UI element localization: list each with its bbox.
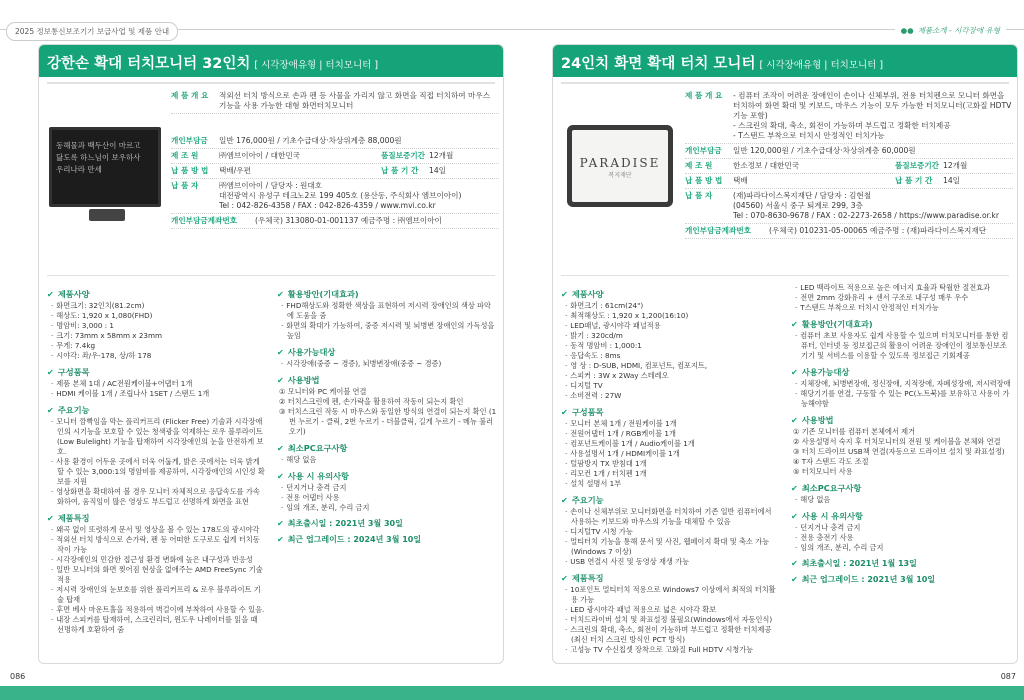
product-card-right [552, 44, 1018, 664]
spec-label: 개인부담금 [171, 136, 208, 145]
spec-label: 제 품 개 요 [685, 91, 723, 100]
detail-section [277, 347, 497, 369]
spec-label: 제 조 원 [171, 151, 199, 160]
spec-table [685, 89, 1013, 239]
spec-label: 품질보증기간 [895, 161, 940, 170]
detail-section [561, 289, 779, 401]
list-item: · 터치드라이버 설치 및 좌표설정 불필요(Windows에서 자동인식) [561, 615, 779, 625]
detail-section [791, 415, 1011, 477]
section-heading: ✔ 제품특징 [561, 573, 779, 583]
spec-cost: 일반 176,000원 / 기초수급대상·차상위계층 88,000원 [219, 136, 402, 145]
section-heading: ✔ 제품특징 [47, 513, 265, 523]
step-item: ③ 터치스크린 작동 시 마우스와 동일한 방식의 연결이 되는지 확인 (1번 누르기 - 클릭, 2번 누르기 - 더블클릭, 길게 누르기 - 메뉴 불러오기) [279, 407, 497, 436]
list-item: · 10포인트 멀티터치 적용으로 Windows7 이상에서 최적의 터치활용 가능 [561, 585, 779, 605]
spec-label: 제 조 원 [685, 161, 713, 170]
step-item: ① 기존 모니터를 컴퓨터 본체에서 제거 [793, 427, 916, 436]
spec-tel: Tel : 070-8630-9678 / FAX : 02-2273-2658 / https://www.paradise.or.kr [733, 211, 999, 220]
spec-label: 납 품 방 법 [171, 166, 209, 175]
detail-column-1 [47, 283, 265, 641]
list-item: · 사용 환경이 어두운 곳에서 더욱 어둡게, 밝은 곳에서는 더욱 밝게 할 수 있는 3,000:1의 명암비를 제공하여, 시각장애인의 시인성 확보를 지원 [47, 457, 265, 487]
list-item: · 해당기기를 연결, 구동할 수 있는 PC(노트북)를 보유하고 사용이 가능해야함 [791, 389, 1011, 409]
screen-line: 우리나라 만세 [56, 165, 102, 174]
spec-label: 품질보증기간 [381, 151, 426, 160]
list-item: · 저시력 장애인의 눈보호를 위한 플리커프리 & 로우 블루라이트 기술 탑재 [47, 585, 265, 605]
list-item: · 모니터 깜빡임을 막는 플리커프리 (Flicker Free) 기술과 시각장애인의 시기능을 보호할 수 있는 청색광을 억제하는 로우 블루라이트 (Low Bulelight) 기능을 탑재하여 시각장애인의 눈을 안전하게 보호. [47, 417, 265, 457]
detail-section [277, 443, 497, 465]
section-heading: ✔ 최소PC요구사항 [791, 483, 1011, 493]
spec-account: (우체국) 313080-01-001137 예금주명 : ㈜엠브이아이 [255, 216, 442, 225]
product-card-left [38, 44, 504, 664]
spec-account: (우체국) 010231-05-00065 예금주명 : (재)파라다이스복지재단 [769, 226, 987, 235]
spec-label: 납 품 방 법 [685, 176, 723, 185]
list-item: · 크기: 73mm x 58mm x 23mm [47, 331, 265, 341]
section-heading: ✔ 활용방안(기대효과) [277, 289, 497, 299]
list-item: · 응답속도 : 8ms [561, 351, 779, 361]
detail-section [561, 495, 779, 567]
screen-line: 닳도록 하느님이 보우하사 [56, 153, 141, 162]
monitor-screen [49, 127, 161, 207]
spec-period: 14일 [429, 166, 446, 175]
list-item: · 후면 베사 마운트홀을 적용하여 벽걸이에 부착하여 사용할 수 있음. [47, 605, 265, 615]
product-image [47, 121, 165, 231]
list-item: · 해당 없음 [791, 495, 1011, 505]
detail-section [791, 367, 1011, 409]
list-item: · 무게: 7.4kg [47, 341, 265, 351]
list-item: · 던지거나 충격 금지 [791, 523, 1011, 533]
list-item: · 지체장애, 뇌병변장애, 정신장애, 지적장애, 자폐성장애, 저시력장애 [791, 379, 1011, 389]
list-item: · 전용 어댑터 사용 [277, 493, 497, 503]
list-item: · 디지털TV 시청 가능 [561, 527, 779, 537]
divider [561, 82, 1009, 84]
spec-delivery: 택배 [733, 176, 748, 185]
detail-section [47, 367, 265, 399]
list-item: · 전원어댑터 1개 / RGB케이블 1개 [561, 429, 779, 439]
list-item: · 스피커 : 3W x 2Way 스테레오 [561, 371, 779, 381]
section-heading: ✔ 사용 시 유의사항 [791, 511, 1011, 521]
section-heading: ✔ 활용방안(기대효과) [791, 319, 1011, 329]
spec-supplier: (재)파라다이스복지재단 / 담당자 : 김현철 [733, 191, 872, 200]
spec-tel: Tel : 042-826-4358 / FAX : 042-826-4359 / www.mvi.co.kr [219, 201, 436, 210]
spec-label: 개인부담금계좌번호 [685, 226, 752, 235]
upgrade-date: ✔ 최근 업그레이드 : 2021년 3월 10일 [791, 575, 1011, 585]
detail-section [561, 573, 779, 655]
spec-warranty: 12개월 [429, 151, 454, 160]
list-item: · 모니터 본체 1개 / 전원케이블 1개 [561, 419, 779, 429]
detail-section [277, 289, 497, 341]
launch-date: ✔ 최초출시일 : 2021년 3월 30일 [277, 519, 497, 529]
list-item: · 동적 명암비 : 1,000:1 [561, 341, 779, 351]
spec-supplier: ㈜엠브이아이 / 담당자 : 원대호 [219, 181, 323, 190]
detail-section [47, 289, 265, 361]
spec-overview: 적외선 터치 방식으로 손과 펜 등 사물을 가리지 않고 화면을 직접 터치하여 마우스 기능을 사용 가능한 대형 화면터치모니터 [219, 91, 491, 110]
list-item: · 밝기 : 320cd/m [561, 331, 779, 341]
list-item: · 스크린의 확대, 축소, 회전이 가능하며 부드럽고 정확한 터치제공 (최신 터치 스크린 방식인 PCT 방식) [561, 625, 779, 645]
detail-column-1 [561, 283, 779, 661]
list-item: · LED패널, 광시야각 패널적용 [561, 321, 779, 331]
screen-text [52, 130, 158, 186]
product-title: 24인치 화면 확대 터치 모니터 [561, 56, 756, 72]
footer-bar [0, 686, 1024, 700]
detail-section [277, 471, 497, 513]
spec-label: 개인부담금계좌번호 [171, 216, 238, 225]
detail-section [791, 483, 1011, 505]
list-item: · 던지거나 충격 금지 [277, 483, 497, 493]
spec-label: 납 품 자 [171, 181, 199, 190]
list-item: · 손이나 신체부위로 모니터화면을 터치하여 기존 일반 컴퓨터에서 사용하는 키보드와 마우스의 기능을 대체할 수 있음 [561, 507, 779, 527]
list-item: · 제품 본체 1대 / AC전원케이블+어댑터 1개 [47, 379, 265, 389]
launch-date: ✔ 최초출시일 : 2021년 1월 13일 [791, 559, 1011, 569]
list-item: · 왜곡 없이 또렷하게 문서 및 영상을 볼 수 있는 178도의 광시야각 [47, 525, 265, 535]
list-item: · 일반 모니터의 화면 찢어짐 현상을 없애주는 AMD FreeSync 기술 적용 [47, 565, 265, 585]
section-heading: ✔ 사용가능대상 [277, 347, 497, 357]
spec-label: 납 품 자 [685, 191, 713, 200]
brand-logo: PARADISE [579, 156, 661, 170]
section-heading: ✔ 구성품목 [47, 367, 265, 377]
list-item: · 디지털 TV [561, 381, 779, 391]
product-title-bar [39, 45, 503, 77]
section-heading: ✔ 주요기능 [47, 405, 265, 415]
product-image [561, 121, 679, 231]
spec-period: 14일 [943, 176, 960, 185]
spec-label: 개인부담금 [685, 146, 722, 155]
spec-overview-3: - T스탠드 부착으로 터치시 안정적인 터치가능 [733, 131, 885, 140]
tablet-monitor [567, 125, 673, 207]
divider [561, 275, 1009, 276]
list-item: · 전용 충전기 사용 [791, 533, 1011, 543]
section-heading: ✔ 주요기능 [561, 495, 779, 505]
step-item: ⑤ 터치모니터 사용 [793, 467, 853, 476]
running-header-right-text: 제품소개 - 시각장애 유형 [917, 26, 1000, 35]
list-item: · 화면크기 : 61cm(24") [561, 301, 779, 311]
step-item: ④ T자 스탠드 각도 조절 [793, 457, 869, 466]
list-item: · HDMI 케이블 1개 / 조립나사 1SET / 스탠드 1개 [47, 389, 265, 399]
list-item: · 시각장애인의 민감한 접근성 환경 변화에 높은 내구성과 반응성 [47, 555, 265, 565]
spec-address: (04560) 서울시 중구 퇴계로 299, 3층 [733, 201, 863, 210]
detail-section [47, 405, 265, 507]
detail-column-2 [277, 283, 497, 551]
list-item: · T스탠드 부착으로 터치시 안정적인 터치가능 [791, 303, 1011, 313]
list-item: · 설치 설명서 1부 [561, 479, 779, 489]
list-item: · 해상도: 1,920 x 1,080(FHD) [47, 311, 265, 321]
list-item: · LED 백라이트 적용으로 높은 에너지 효율과 탁월한 절전효과 [791, 283, 1011, 293]
step-item: ② 터치스크린에 펜, 손가락을 활용하여 작동이 되는지 확인 [279, 397, 464, 406]
step-item: ② 사용설명서 숙지 후 터치모니터의 전원 및 케이블을 본체와 연결 [793, 437, 1001, 446]
list-item: · 적외선 터치 방식으로 손가락, 펜 등 어떠한 도구로도 쉽게 터치동작이 가능 [47, 535, 265, 555]
spec-label: 제 품 개 요 [171, 91, 209, 100]
list-item: · 해당 없음 [277, 455, 497, 465]
list-item: · 멀티터치 기능을 통해 문서 및 사진, 웹페이지 확대 및 축소 가능(Windows 7 이상) [561, 537, 779, 557]
list-item: · 털팜방지 TX 받침대 1개 [561, 459, 779, 469]
section-heading: ✔ 최소PC요구사항 [277, 443, 497, 453]
section-heading: ✔ 사용방법 [791, 415, 1011, 425]
divider [47, 275, 495, 276]
list-item: · 영상화면을 확대하여 볼 경우 모니터 자체적으로 응답속도를 가속화하여, 움직임이 많은 영상도 부드럽고 선명하게 화면을 표현 [47, 487, 265, 507]
product-tag: [ 시각장애유형 | 터치모니터 ] [759, 60, 884, 71]
detail-column-2 [791, 283, 1011, 591]
spec-maker: ㈜엠브이아이 / 대한민국 [219, 151, 300, 160]
list-item: · 시야각: 좌/우-178, 상/하 178 [47, 351, 265, 361]
product-tag: [ 시각장애유형 | 터치모니터 ] [254, 60, 379, 71]
list-item: · 최적해상도 : 1,920 x 1,200(16:10) [561, 311, 779, 321]
list-item: · 고성능 TV 수신칩셋 장착으로 고화질 Full HDTV 시청가능 [561, 645, 779, 655]
brand-logo-sub: 복지재단 [608, 172, 632, 179]
spec-label: 납 품 기 간 [895, 176, 933, 185]
list-item: · 화면의 확대가 가능하여, 중증 저시력 및 뇌병변 장애인의 가독성을 높임 [277, 321, 497, 341]
list-item: · 내장 스피커를 탑재하여, 스크린리더, 윈도우 나레이터를 읽을 때 선명하게 호환하여 줌 [47, 615, 265, 635]
section-heading: ✔ 제품사양 [561, 289, 779, 299]
running-header-left: 2025 정보통신보조기기 보급사업 및 제품 안내 [6, 22, 178, 41]
spec-delivery: 택배/우편 [219, 166, 251, 175]
list-item: · 전면 2mm 강화유리 + 센서 구조로 내구성 매우 우수 [791, 293, 1011, 303]
dots-icon: ●● [900, 26, 914, 35]
monitor-screen [572, 130, 668, 202]
spec-label: 납 품 기 간 [381, 166, 419, 175]
list-item: · 시각장애(중증 ~ 경증), 뇌병변장애(중증 ~ 경증) [277, 359, 497, 369]
running-header-right [895, 22, 1006, 39]
list-item: · 사용설명서 1개 / HDMI케이블 1개 [561, 449, 779, 459]
feature-continuation [791, 283, 1011, 313]
list-item: · 명암비: 3,000 : 1 [47, 321, 265, 331]
spec-maker: 한소정보 / 대한민국 [733, 161, 800, 170]
detail-section [47, 513, 265, 635]
section-heading: ✔ 사용방법 [277, 375, 497, 385]
spec-overview: - 컴퓨터 조작이 어려운 장애인이 손이나 신체부위, 전용 터치펜으로 모니터 화면을 터치하여 화면 확대 및 키보드, 마우스 기능이 모두 가능한 터치모니터(고화질 HDTV 기능 포함) [733, 91, 1012, 120]
divider [47, 82, 495, 84]
step-item: ① 모니터와 PC 케이블 연결 [279, 387, 367, 396]
detail-section [791, 511, 1011, 553]
list-item: · FHD해상도와 정확한 색상을 표현하여 저시력 장애인의 색상 파악에 도움을 줌 [277, 301, 497, 321]
spec-table [171, 89, 499, 229]
page-number-left: 086 [10, 672, 26, 681]
list-item: · 컴포넌트케이블 1개 / Audio케이블 1개 [561, 439, 779, 449]
page-number-right: 087 [1000, 672, 1016, 681]
step-item: ③ 터치 드라이브 USB책 연결(자동으로 드라이브 설치 및 좌표설정) [793, 447, 1005, 456]
section-heading: ✔ 사용 시 유의사항 [277, 471, 497, 481]
spec-overview-2: - 스크린의 확대, 축소, 회전이 가능하며 부드럽고 정확한 터치제공 [733, 121, 951, 130]
list-item: · 영 상 : D-SUB, HDMI, 컴포넌트, 컴포지트, [561, 361, 779, 371]
list-item: · LED 광시야각 패널 적용으로 넓은 시야각 확보 [561, 605, 779, 615]
section-heading: ✔ 사용가능대상 [791, 367, 1011, 377]
detail-section [791, 319, 1011, 361]
list-item: · 화면크기: 32인치(81.2cm) [47, 301, 265, 311]
upgrade-date: ✔ 최근 업그레이드 : 2024년 3월 10일 [277, 535, 497, 545]
spec-warranty: 12개월 [943, 161, 968, 170]
product-title: 강한손 확대 터치모니터 32인치 [47, 56, 251, 72]
spec-cost: 일반 120,000원 / 기초수급대상·차상위계층 60,000원 [733, 146, 916, 155]
list-item: · 임의 개조, 분리, 수리 금지 [277, 503, 497, 513]
detail-section [561, 407, 779, 489]
spec-address: 대전광역시 유성구 테크노2로 199 405호 (용산동, 주식회사 엠브이아이) [219, 191, 462, 200]
screen-line: 동해물과 백두산이 마르고 [56, 141, 141, 150]
section-heading: ✔ 구성품목 [561, 407, 779, 417]
section-heading: ✔ 제품사양 [47, 289, 265, 299]
list-item: · 컴퓨터 초보 사용자도 쉽게 사용할 수 있으며 터치모니터를 통한 컴퓨터, 인터넷 등 정보접근의 활용이 어려운 장애인이 정보통신보조기기 및 서비스를 이용할 수 있도록 정보접근 기회제공 [791, 331, 1011, 361]
list-item: · 임의 개조, 분리, 수리 금지 [791, 543, 1011, 553]
list-item: · 소비전력 : 27W [561, 391, 779, 401]
monitor-stand [89, 209, 125, 221]
product-title-bar [553, 45, 1017, 77]
list-item: · 리모컨 1개 / 터치펜 1개 [561, 469, 779, 479]
detail-section [277, 375, 497, 437]
list-item: · USB 연결시 사진 및 동영상 재생 가능 [561, 557, 779, 567]
